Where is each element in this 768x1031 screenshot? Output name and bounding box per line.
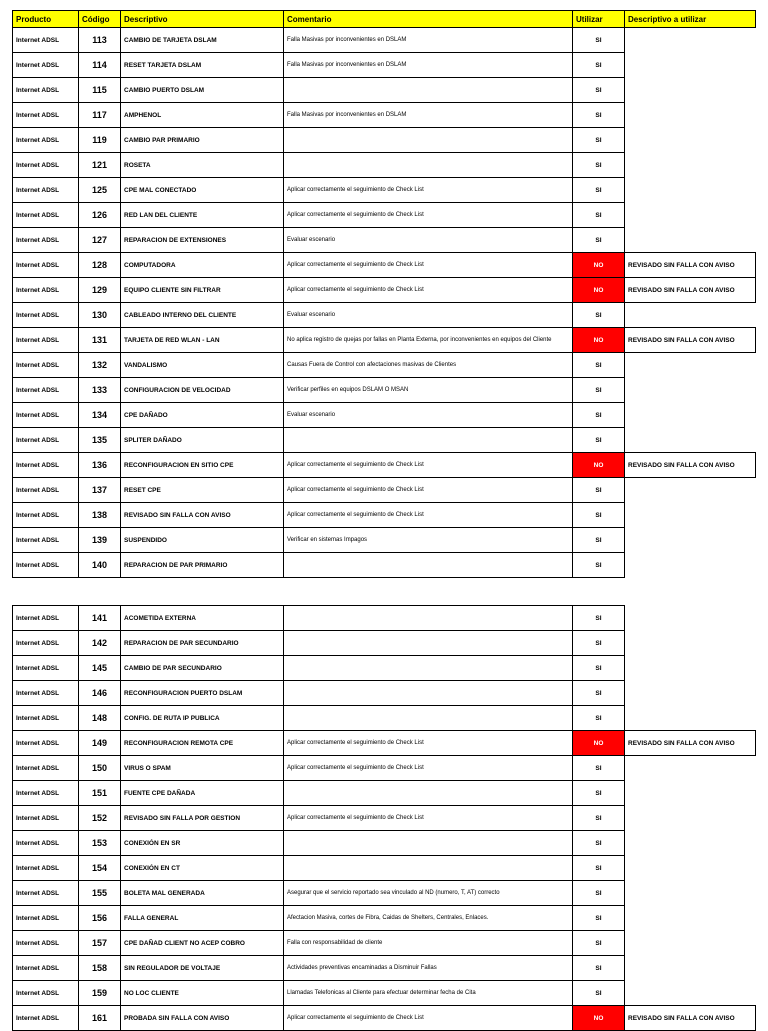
descriptive-cell: CPE MAL CONECTADO — [121, 178, 284, 203]
code-cell: 157 — [79, 931, 121, 956]
use-cell: NO — [573, 453, 625, 478]
table-row — [13, 328, 756, 353]
replacement-cell — [625, 428, 756, 453]
table-row — [13, 178, 756, 203]
code-cell: 119 — [79, 128, 121, 153]
table-row — [13, 906, 756, 931]
descriptive-cell: VANDALISMO — [121, 353, 284, 378]
table-row — [13, 681, 756, 706]
product-cell: Internet ADSL — [13, 78, 79, 103]
table-row — [13, 756, 756, 781]
use-cell: SI — [573, 756, 625, 781]
descriptive-cell: COMPUTADORA — [121, 253, 284, 278]
use-cell: SI — [573, 528, 625, 553]
header-code: Código — [79, 11, 121, 28]
comment-cell — [284, 153, 573, 178]
product-cell: Internet ADSL — [13, 756, 79, 781]
comment-cell — [284, 553, 573, 578]
replacement-cell — [625, 956, 756, 981]
comment-cell: Llamadas Telefonicas al Cliente para efectuar determinar fecha de Cita — [284, 981, 573, 1006]
comment-cell — [284, 856, 573, 881]
use-cell: SI — [573, 178, 625, 203]
descriptive-cell: RECONFIGURACION REMOTA CPE — [121, 731, 284, 756]
table-row — [13, 303, 756, 328]
replacement-cell: REVISADO SIN FALLA CON AVISO — [625, 731, 756, 756]
code-cell: 135 — [79, 428, 121, 453]
use-cell: SI — [573, 28, 625, 53]
descriptive-cell: SPLITER DAÑADO — [121, 428, 284, 453]
table-row — [13, 956, 756, 981]
comment-cell: Aplicar correctamente el seguimiento de Check List — [284, 731, 573, 756]
use-cell: NO — [573, 278, 625, 303]
product-cell: Internet ADSL — [13, 831, 79, 856]
table-row — [13, 856, 756, 881]
table-row — [13, 428, 756, 453]
use-cell: SI — [573, 128, 625, 153]
replacement-cell — [625, 756, 756, 781]
product-cell: Internet ADSL — [13, 1006, 79, 1031]
table-row — [13, 503, 756, 528]
replacement-cell — [625, 631, 756, 656]
use-cell: SI — [573, 153, 625, 178]
product-cell: Internet ADSL — [13, 153, 79, 178]
table-row — [13, 103, 756, 128]
descriptive-cell: VIRUS O SPAM — [121, 756, 284, 781]
descriptive-cell: CAMBIO PAR PRIMARIO — [121, 128, 284, 153]
table-row — [13, 606, 756, 631]
header-descriptive: Descriptivo — [121, 11, 284, 28]
table-row — [13, 931, 756, 956]
use-cell: SI — [573, 631, 625, 656]
code-cell: 138 — [79, 503, 121, 528]
code-cell: 150 — [79, 756, 121, 781]
descriptive-cell: CAMBIO DE PAR SECUNDARIO — [121, 656, 284, 681]
replacement-cell — [625, 53, 756, 78]
use-cell: SI — [573, 781, 625, 806]
use-cell: SI — [573, 228, 625, 253]
replacement-cell — [625, 128, 756, 153]
product-cell: Internet ADSL — [13, 503, 79, 528]
product-cell: Internet ADSL — [13, 681, 79, 706]
use-cell: SI — [573, 656, 625, 681]
table-row — [13, 228, 756, 253]
product-cell: Internet ADSL — [13, 906, 79, 931]
descriptive-cell: ROSETA — [121, 153, 284, 178]
code-cell: 149 — [79, 731, 121, 756]
replacement-cell — [625, 806, 756, 831]
table-row — [13, 806, 756, 831]
use-cell: SI — [573, 606, 625, 631]
product-cell: Internet ADSL — [13, 706, 79, 731]
replacement-cell — [625, 203, 756, 228]
product-cell: Internet ADSL — [13, 128, 79, 153]
replacement-cell — [625, 153, 756, 178]
comment-cell: Aplicar correctamente el seguimiento de Check List — [284, 756, 573, 781]
descriptive-cell: CONEXIÓN EN SR — [121, 831, 284, 856]
descriptive-cell: REVISADO SIN FALLA CON AVISO — [121, 503, 284, 528]
table-row — [13, 981, 756, 1006]
replacement-cell — [625, 478, 756, 503]
comment-cell — [284, 78, 573, 103]
code-cell: 133 — [79, 378, 121, 403]
use-cell: SI — [573, 403, 625, 428]
code-cell: 141 — [79, 606, 121, 631]
table-row — [13, 831, 756, 856]
table-row — [13, 128, 756, 153]
code-cell: 117 — [79, 103, 121, 128]
comment-cell: Evaluar escenario — [284, 228, 573, 253]
codes-table-1 — [12, 10, 756, 578]
product-cell: Internet ADSL — [13, 553, 79, 578]
descriptive-cell: RESET CPE — [121, 478, 284, 503]
code-cell: 153 — [79, 831, 121, 856]
comment-cell: Aplicar correctamente el seguimiento de Check List — [284, 806, 573, 831]
descriptive-cell: REPARACION DE EXTENSIONES — [121, 228, 284, 253]
replacement-cell — [625, 656, 756, 681]
comment-cell: Aplicar correctamente el seguimiento de Check List — [284, 278, 573, 303]
descriptive-cell: CAMBIO PUERTO DSLAM — [121, 78, 284, 103]
product-cell: Internet ADSL — [13, 428, 79, 453]
descriptive-cell: CONFIG. DE RUTA IP PUBLICA — [121, 706, 284, 731]
replacement-cell — [625, 681, 756, 706]
code-cell: 126 — [79, 203, 121, 228]
product-cell: Internet ADSL — [13, 478, 79, 503]
comment-cell: Verificar perfiles en equipos DSLAM O MSAN — [284, 378, 573, 403]
code-cell: 146 — [79, 681, 121, 706]
comment-cell: Evaluar escenario — [284, 303, 573, 328]
table-row — [13, 153, 756, 178]
comment-cell: Actividades preventivas encaminadas a Disminuir Fallas — [284, 956, 573, 981]
comment-cell — [284, 781, 573, 806]
product-cell: Internet ADSL — [13, 656, 79, 681]
replacement-cell — [625, 781, 756, 806]
code-cell: 159 — [79, 981, 121, 1006]
comment-cell — [284, 706, 573, 731]
use-cell: SI — [573, 831, 625, 856]
comment-cell: Aplicar correctamente el seguimiento de Check List — [284, 1006, 573, 1031]
product-cell: Internet ADSL — [13, 278, 79, 303]
code-cell: 156 — [79, 906, 121, 931]
comment-cell: Aplicar correctamente el seguimiento de Check List — [284, 253, 573, 278]
use-cell: SI — [573, 503, 625, 528]
descriptive-cell: CABLEADO INTERNO DEL CLIENTE — [121, 303, 284, 328]
use-cell: SI — [573, 553, 625, 578]
product-cell: Internet ADSL — [13, 178, 79, 203]
header-product: Producto — [13, 11, 79, 28]
descriptive-cell: CPE DAÑADO — [121, 403, 284, 428]
use-cell: SI — [573, 906, 625, 931]
replacement-cell — [625, 906, 756, 931]
comment-cell: Falla con responsabilidad de cliente — [284, 931, 573, 956]
descriptive-cell: RESET TARJETA DSLAM — [121, 53, 284, 78]
table-2-body — [13, 606, 756, 1031]
comment-cell — [284, 631, 573, 656]
product-cell: Internet ADSL — [13, 253, 79, 278]
code-cell: 128 — [79, 253, 121, 278]
product-cell: Internet ADSL — [13, 228, 79, 253]
code-cell: 121 — [79, 153, 121, 178]
comment-cell: Falla Masivas por inconvenientes en DSLAM — [284, 53, 573, 78]
product-cell: Internet ADSL — [13, 378, 79, 403]
table-row — [13, 353, 756, 378]
code-cell: 129 — [79, 278, 121, 303]
table-row — [13, 253, 756, 278]
header-row — [13, 11, 756, 28]
code-cell: 139 — [79, 528, 121, 553]
replacement-cell — [625, 228, 756, 253]
code-cell: 137 — [79, 478, 121, 503]
product-cell: Internet ADSL — [13, 103, 79, 128]
comment-cell: Falla Masivas por inconvenientes en DSLAM — [284, 103, 573, 128]
descriptive-cell: RECONFIGURACION PUERTO DSLAM — [121, 681, 284, 706]
descriptive-cell: REVISADO SIN FALLA POR GESTION — [121, 806, 284, 831]
replacement-cell — [625, 403, 756, 428]
use-cell: SI — [573, 706, 625, 731]
use-cell: SI — [573, 103, 625, 128]
replacement-cell — [625, 706, 756, 731]
replacement-cell — [625, 78, 756, 103]
code-cell: 161 — [79, 1006, 121, 1031]
product-cell: Internet ADSL — [13, 28, 79, 53]
replacement-cell — [625, 553, 756, 578]
product-cell: Internet ADSL — [13, 453, 79, 478]
code-cell: 142 — [79, 631, 121, 656]
use-cell: NO — [573, 731, 625, 756]
replacement-cell — [625, 606, 756, 631]
replacement-cell — [625, 881, 756, 906]
comment-cell — [284, 606, 573, 631]
table-row — [13, 203, 756, 228]
replacement-cell: REVISADO SIN FALLA CON AVISO — [625, 328, 756, 353]
descriptive-cell: CONEXIÓN EN CT — [121, 856, 284, 881]
descriptive-cell: BOLETA MAL GENERADA — [121, 881, 284, 906]
use-cell: SI — [573, 856, 625, 881]
product-cell: Internet ADSL — [13, 606, 79, 631]
use-cell: SI — [573, 881, 625, 906]
product-cell: Internet ADSL — [13, 631, 79, 656]
replacement-cell: REVISADO SIN FALLA CON AVISO — [625, 253, 756, 278]
descriptive-cell: FALLA GENERAL — [121, 906, 284, 931]
use-cell: SI — [573, 478, 625, 503]
use-cell: SI — [573, 303, 625, 328]
replacement-cell — [625, 178, 756, 203]
table-row — [13, 478, 756, 503]
code-cell: 115 — [79, 78, 121, 103]
comment-cell — [284, 681, 573, 706]
code-cell: 132 — [79, 353, 121, 378]
comment-cell — [284, 128, 573, 153]
code-cell: 140 — [79, 553, 121, 578]
code-cell: 152 — [79, 806, 121, 831]
use-cell: SI — [573, 681, 625, 706]
use-cell: SI — [573, 956, 625, 981]
header-replacement: Descriptivo a utilizar — [625, 11, 756, 28]
table-row — [13, 403, 756, 428]
code-cell: 114 — [79, 53, 121, 78]
product-cell: Internet ADSL — [13, 403, 79, 428]
product-cell: Internet ADSL — [13, 956, 79, 981]
product-cell: Internet ADSL — [13, 881, 79, 906]
product-cell: Internet ADSL — [13, 53, 79, 78]
codes-table-2 — [12, 605, 756, 1031]
table-row — [13, 28, 756, 53]
use-cell: SI — [573, 981, 625, 1006]
table-row — [13, 553, 756, 578]
code-cell: 127 — [79, 228, 121, 253]
comment-cell: Afectacion Masiva, cortes de Fibra, Caidas de Shelters, Centrales, Enlaces. — [284, 906, 573, 931]
code-cell: 130 — [79, 303, 121, 328]
table-row — [13, 528, 756, 553]
table-row — [13, 278, 756, 303]
comment-cell: Aplicar correctamente el seguimiento de Check List — [284, 503, 573, 528]
replacement-cell — [625, 103, 756, 128]
code-cell: 113 — [79, 28, 121, 53]
descriptive-cell: NO LOC CLIENTE — [121, 981, 284, 1006]
code-cell: 145 — [79, 656, 121, 681]
table-row — [13, 881, 756, 906]
table-row — [13, 378, 756, 403]
header-comment: Comentario — [284, 11, 573, 28]
product-cell: Internet ADSL — [13, 731, 79, 756]
use-cell: SI — [573, 78, 625, 103]
descriptive-cell: CONFIGURACION DE VELOCIDAD — [121, 378, 284, 403]
comment-cell: Aplicar correctamente el seguimiento de Check List — [284, 203, 573, 228]
descriptive-cell: SUSPENDIDO — [121, 528, 284, 553]
code-cell: 134 — [79, 403, 121, 428]
descriptive-cell: CPE DAÑAD CLIENT NO ACEP COBRO — [121, 931, 284, 956]
comment-cell: Aplicar correctamente el seguimiento de Check List — [284, 478, 573, 503]
replacement-cell — [625, 28, 756, 53]
header-use: Utilizar — [573, 11, 625, 28]
comment-cell: Falla Masivas por inconvenientes en DSLAM — [284, 28, 573, 53]
table-1-body — [13, 28, 756, 578]
code-cell: 154 — [79, 856, 121, 881]
product-cell: Internet ADSL — [13, 328, 79, 353]
descriptive-cell: AMPHENOL — [121, 103, 284, 128]
replacement-cell — [625, 856, 756, 881]
replacement-cell — [625, 831, 756, 856]
use-cell: SI — [573, 353, 625, 378]
table-row — [13, 731, 756, 756]
table-row — [13, 453, 756, 478]
code-cell: 136 — [79, 453, 121, 478]
comment-cell: Evaluar escenario — [284, 403, 573, 428]
use-cell: NO — [573, 1006, 625, 1031]
table-row — [13, 656, 756, 681]
descriptive-cell: EQUIPO CLIENTE SIN FILTRAR — [121, 278, 284, 303]
table-row — [13, 781, 756, 806]
table-row — [13, 631, 756, 656]
product-cell: Internet ADSL — [13, 203, 79, 228]
replacement-cell — [625, 528, 756, 553]
descriptive-cell: RECONFIGURACION EN SITIO CPE — [121, 453, 284, 478]
comment-cell: Asegurar que el servicio reportado sea vinculado al ND (numero, T, AT) correcto — [284, 881, 573, 906]
code-cell: 125 — [79, 178, 121, 203]
use-cell: SI — [573, 428, 625, 453]
comment-cell — [284, 428, 573, 453]
product-cell: Internet ADSL — [13, 806, 79, 831]
product-cell: Internet ADSL — [13, 528, 79, 553]
use-cell: SI — [573, 931, 625, 956]
table-row — [13, 78, 756, 103]
use-cell: SI — [573, 53, 625, 78]
code-cell: 148 — [79, 706, 121, 731]
product-cell: Internet ADSL — [13, 353, 79, 378]
use-cell: SI — [573, 378, 625, 403]
descriptive-cell: ACOMETIDA EXTERNA — [121, 606, 284, 631]
descriptive-cell: CAMBIO DE TARJETA DSLAM — [121, 28, 284, 53]
comment-cell: Causas Fuera de Control con afectaciones masivas de Clientes — [284, 353, 573, 378]
table-row — [13, 53, 756, 78]
replacement-cell: REVISADO SIN FALLA CON AVISO — [625, 1006, 756, 1031]
descriptive-cell: REPARACION DE PAR SECUNDARIO — [121, 631, 284, 656]
replacement-cell — [625, 931, 756, 956]
use-cell: SI — [573, 203, 625, 228]
replacement-cell — [625, 981, 756, 1006]
product-cell: Internet ADSL — [13, 931, 79, 956]
comment-cell: Aplicar correctamente el seguimiento de Check List — [284, 453, 573, 478]
replacement-cell — [625, 353, 756, 378]
table-row — [13, 1006, 756, 1031]
use-cell: NO — [573, 328, 625, 353]
table-row — [13, 706, 756, 731]
replacement-cell: REVISADO SIN FALLA CON AVISO — [625, 453, 756, 478]
replacement-cell — [625, 303, 756, 328]
use-cell: SI — [573, 806, 625, 831]
product-cell: Internet ADSL — [13, 981, 79, 1006]
product-cell: Internet ADSL — [13, 856, 79, 881]
code-cell: 155 — [79, 881, 121, 906]
code-cell: 158 — [79, 956, 121, 981]
comment-cell: Verificar en sistemas Impagos — [284, 528, 573, 553]
descriptive-cell: FUENTE CPE DAÑADA — [121, 781, 284, 806]
replacement-cell — [625, 378, 756, 403]
product-cell: Internet ADSL — [13, 303, 79, 328]
comment-cell: Aplicar correctamente el seguimiento de Check List — [284, 178, 573, 203]
descriptive-cell: REPARACION DE PAR PRIMARIO — [121, 553, 284, 578]
replacement-cell: REVISADO SIN FALLA CON AVISO — [625, 278, 756, 303]
comment-cell — [284, 656, 573, 681]
code-cell: 151 — [79, 781, 121, 806]
descriptive-cell: PROBADA SIN FALLA CON AVISO — [121, 1006, 284, 1031]
comment-cell — [284, 831, 573, 856]
descriptive-cell: SIN REGULADOR DE VOLTAJE — [121, 956, 284, 981]
descriptive-cell: RED LAN DEL CLIENTE — [121, 203, 284, 228]
comment-cell: No aplica registro de quejas por fallas en Planta Externa, por inconvenientes en equipos del Cliente — [284, 328, 573, 353]
use-cell: NO — [573, 253, 625, 278]
replacement-cell — [625, 503, 756, 528]
product-cell: Internet ADSL — [13, 781, 79, 806]
code-cell: 131 — [79, 328, 121, 353]
descriptive-cell: TARJETA DE RED WLAN - LAN — [121, 328, 284, 353]
